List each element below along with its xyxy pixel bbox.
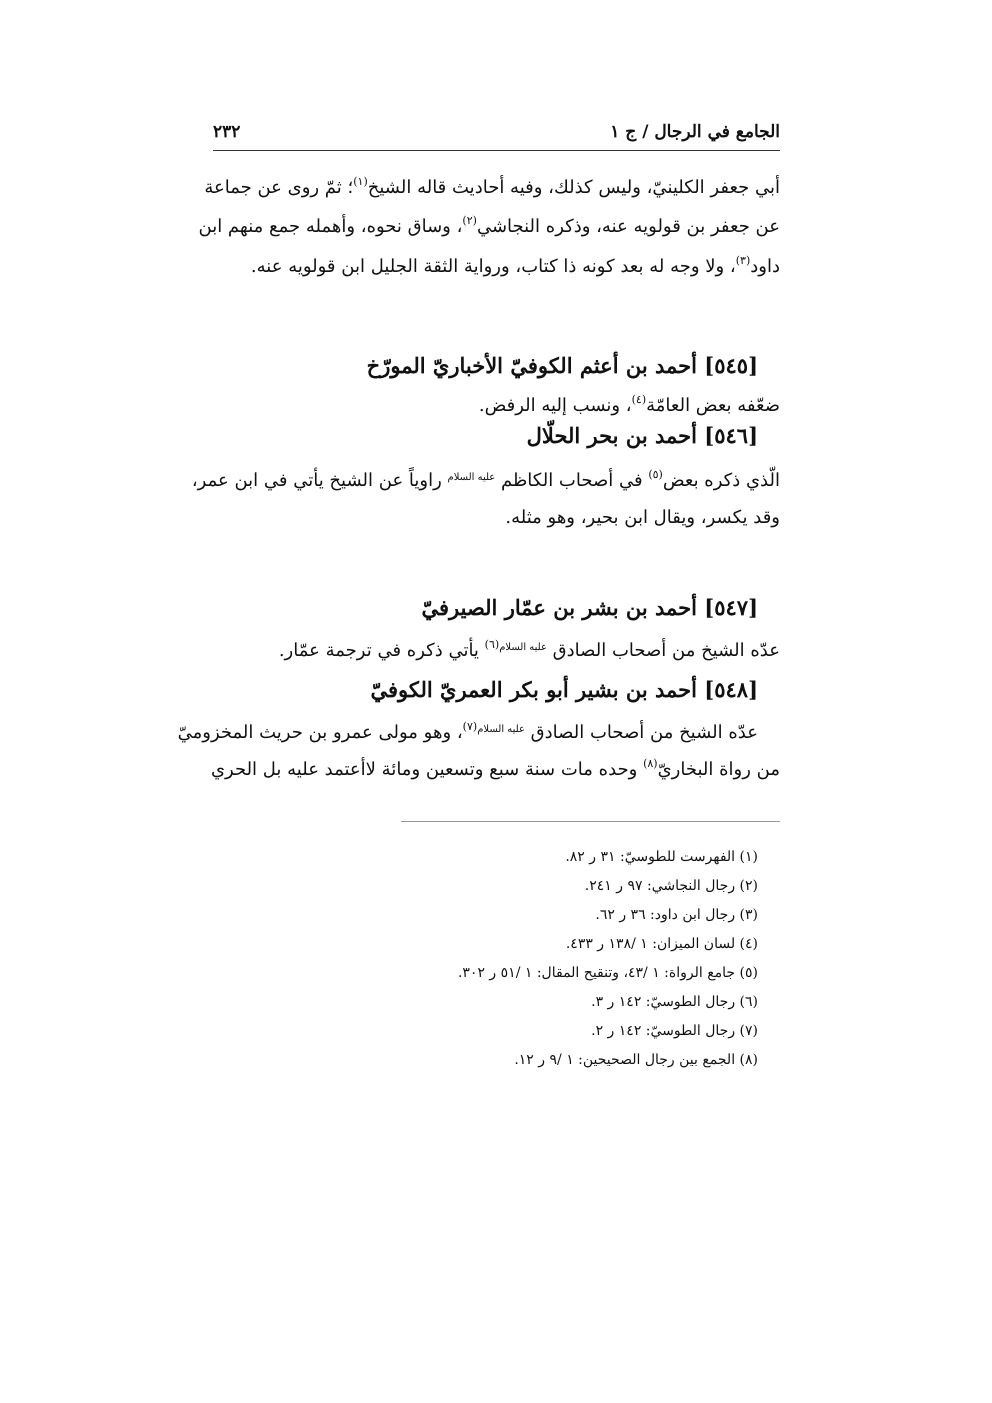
- body-line: [479, 393, 780, 419]
- body-line: [204, 175, 780, 201]
- footnote: (١) الفهرست للطوسيّ: ٣١ ر ٨٢.: [565, 849, 758, 865]
- honorific-glyph: عليه السلام: [477, 724, 525, 735]
- footnote-ref[interactable]: (٧): [462, 720, 478, 733]
- body-line: وقد يكسر، ويقال ابن بحير، وهو مثله.: [505, 507, 780, 528]
- footnote-ref[interactable]: (٢): [462, 214, 477, 227]
- entry-heading-548: [٥٤٨] أحمد بن بشير أبو بكر العمريّ الكوفيّ: [370, 677, 758, 702]
- text: عدّه الشيخ من أصحاب الصادق: [546, 640, 780, 661]
- text: عن جعفر بن قولويه عنه، وذكره النجاشي: [476, 216, 780, 237]
- footnote-ref[interactable]: (٥): [648, 468, 663, 481]
- running-header: [213, 118, 780, 148]
- body-line: [177, 717, 758, 746]
- footnote: (٥) جامع الرواة: ١ /٤٣، وتنقيح المقال: ١ /٥١ ر ٣٠٢.: [457, 965, 758, 981]
- footnote-ref[interactable]: (٣): [735, 254, 751, 267]
- body-line: [251, 254, 780, 280]
- page-number: ٢٣٢: [213, 122, 241, 142]
- footnote: (٨) الجمع بين رجال الصحيحين: ١ /٩ ر ١٢.: [514, 1052, 758, 1068]
- text: عدّه الشيخ من أصحاب الصادق: [524, 722, 758, 743]
- honorific-glyph: عليه السلام: [499, 642, 547, 653]
- text: في أصحاب الكاظم: [495, 470, 649, 491]
- header-rule: [213, 150, 780, 151]
- footnote-ref[interactable]: (٦): [484, 638, 500, 651]
- text: الّذي ذكره بعض: [662, 470, 780, 491]
- text: من رواة البخاريّ: [657, 759, 780, 780]
- text: ، ولا وجه له بعد كونه ذا كتاب، ورواية الثقة الجليل ابن قولويه عنه.: [250, 256, 736, 277]
- book-title: الجامع في الرجال / ج ١: [610, 122, 780, 142]
- footnote: (٢) رجال النجاشي: ٩٧ ر ٢٤١.: [584, 878, 758, 894]
- footnote: (٦) رجال الطوسيّ: ١٤٢ ر ٣.: [591, 994, 758, 1010]
- text: ضعّفه بعض العامّة: [646, 395, 780, 416]
- text: ؛ ثمّ روى عن جماعة: [204, 177, 354, 198]
- text: راوياً عن الشيخ يأتي في ابن عمر،: [191, 470, 448, 491]
- text: وحده مات سنة سبع وتسعين ومائة لاأعتمد عليه بل الحري: [210, 759, 644, 780]
- text: أبي جعفر الكلينيّ، وليس كذلك، وفيه أحاديث قاله الشيخ: [367, 177, 780, 198]
- text: ، وساق نحوه، وأهمله جمع منهم ابن: [198, 216, 463, 237]
- entry-heading-547: [٥٤٧] أحمد بن بشر بن عمّار الصيرفيّ: [421, 595, 758, 620]
- footnote: (٣) رجال ابن داود: ٣٦ ر ٦٢.: [595, 907, 758, 923]
- text: ، ونسب إليه الرفض.: [478, 395, 632, 416]
- text: ، وهو مولى عمرو بن حريث المخزوميّ: [177, 722, 463, 743]
- entry-heading-546: [٥٤٦] أحمد بن بحر الحلّال: [526, 423, 758, 448]
- footnote: (٤) لسان الميزان: ١ /١٣٨ ر ٤٣٣.: [565, 936, 758, 952]
- body-line: [279, 635, 780, 664]
- text: يأتي ذكره في ترجمة عمّار.: [278, 640, 485, 661]
- footnote-ref[interactable]: (٨): [643, 757, 658, 770]
- footnote-ref[interactable]: (١): [353, 175, 368, 188]
- entry-heading-545: [٥٤٥] أحمد بن أعثم الكوفيّ الأخباريّ المورّخ: [366, 353, 758, 378]
- body-line: [198, 214, 780, 240]
- text: داود: [750, 256, 780, 277]
- footnote: (٧) رجال الطوسيّ: ١٤٢ ر ٢.: [591, 1023, 758, 1039]
- body-line: [191, 465, 780, 494]
- footnote-ref[interactable]: (٤): [631, 393, 647, 406]
- body-line: [210, 757, 780, 783]
- honorific-glyph: عليه السلام: [447, 472, 496, 483]
- footnote-separator: [401, 821, 780, 822]
